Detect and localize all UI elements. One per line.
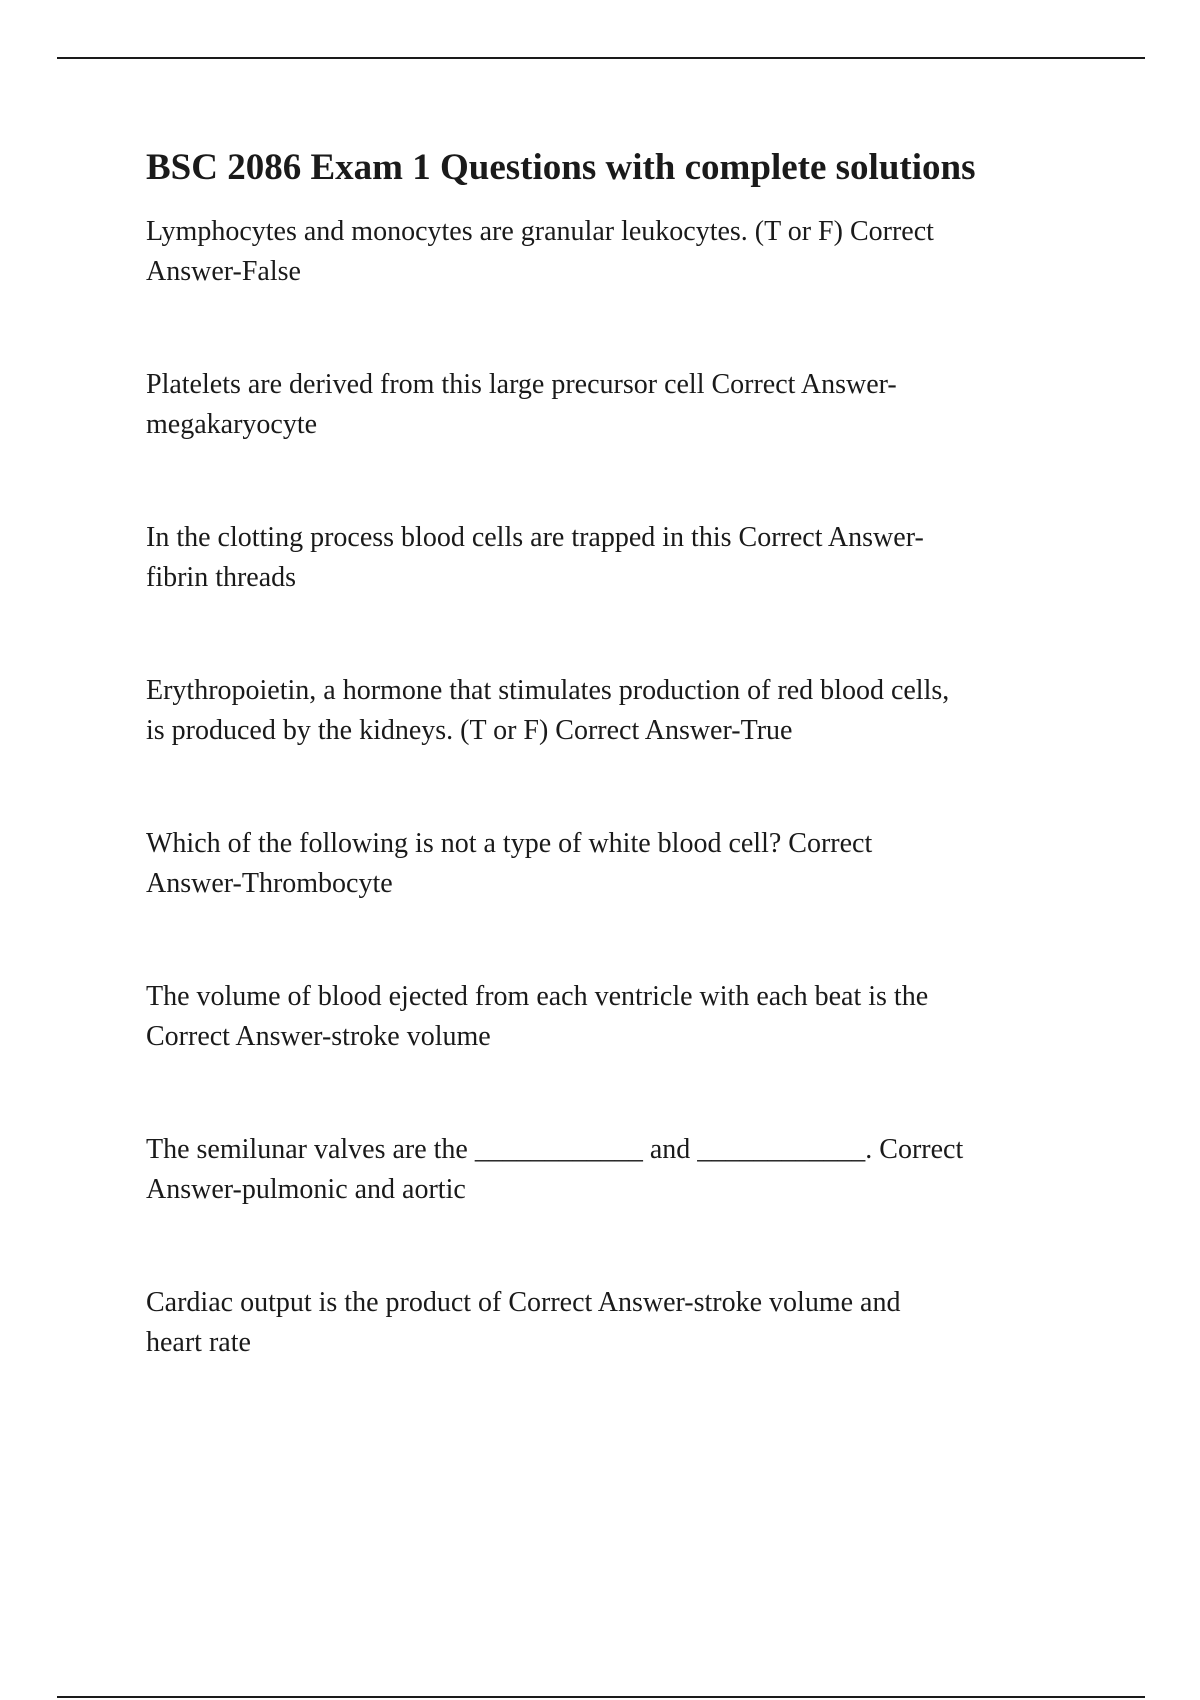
qa-item xyxy=(146,1130,1106,1210)
qa-item xyxy=(146,518,1106,598)
top-divider xyxy=(57,57,1145,59)
qa-line: Answer-pulmonic and aortic xyxy=(146,1174,466,1205)
qa-line: Cardiac output is the product of Correct Answer-stroke volume and xyxy=(146,1287,901,1318)
qa-line: In the clotting process blood cells are trapped in this Correct Answer- xyxy=(146,522,924,553)
qa-line: heart rate xyxy=(146,1327,251,1358)
document-body xyxy=(146,144,1106,1436)
qa-item xyxy=(146,212,1106,292)
qa-line: Platelets are derived from this large precursor cell Correct Answer- xyxy=(146,369,897,400)
qa-line: fibrin threads xyxy=(146,562,297,593)
qa-line: The semilunar valves are the ____________ and ____________. Correct xyxy=(146,1134,964,1165)
qa-line: is produced by the kidneys. (T or F) Correct Answer-True xyxy=(146,715,793,746)
qa-line: Which of the following is not a type of white blood cell? Correct xyxy=(146,828,873,859)
document-title: BSC 2086 Exam 1 Questions with complete solutions xyxy=(146,147,976,188)
qa-item xyxy=(146,824,1106,904)
qa-list xyxy=(146,212,1106,1363)
qa-item xyxy=(146,365,1106,445)
qa-item xyxy=(146,1283,1106,1363)
qa-item xyxy=(146,977,1106,1057)
qa-line: Answer-False xyxy=(146,256,301,287)
qa-line: Lymphocytes and monocytes are granular leukocytes. (T or F) Correct xyxy=(146,216,934,247)
qa-line: Correct Answer-stroke volume xyxy=(146,1021,491,1052)
qa-item xyxy=(146,671,1106,751)
qa-line: Erythropoietin, a hormone that stimulates production of red blood cells, xyxy=(146,675,950,706)
qa-line: Answer-Thrombocyte xyxy=(146,868,393,899)
qa-line: The volume of blood ejected from each ventricle with each beat is the xyxy=(146,981,929,1012)
bottom-divider xyxy=(57,1696,1145,1698)
qa-line: megakaryocyte xyxy=(146,409,318,440)
